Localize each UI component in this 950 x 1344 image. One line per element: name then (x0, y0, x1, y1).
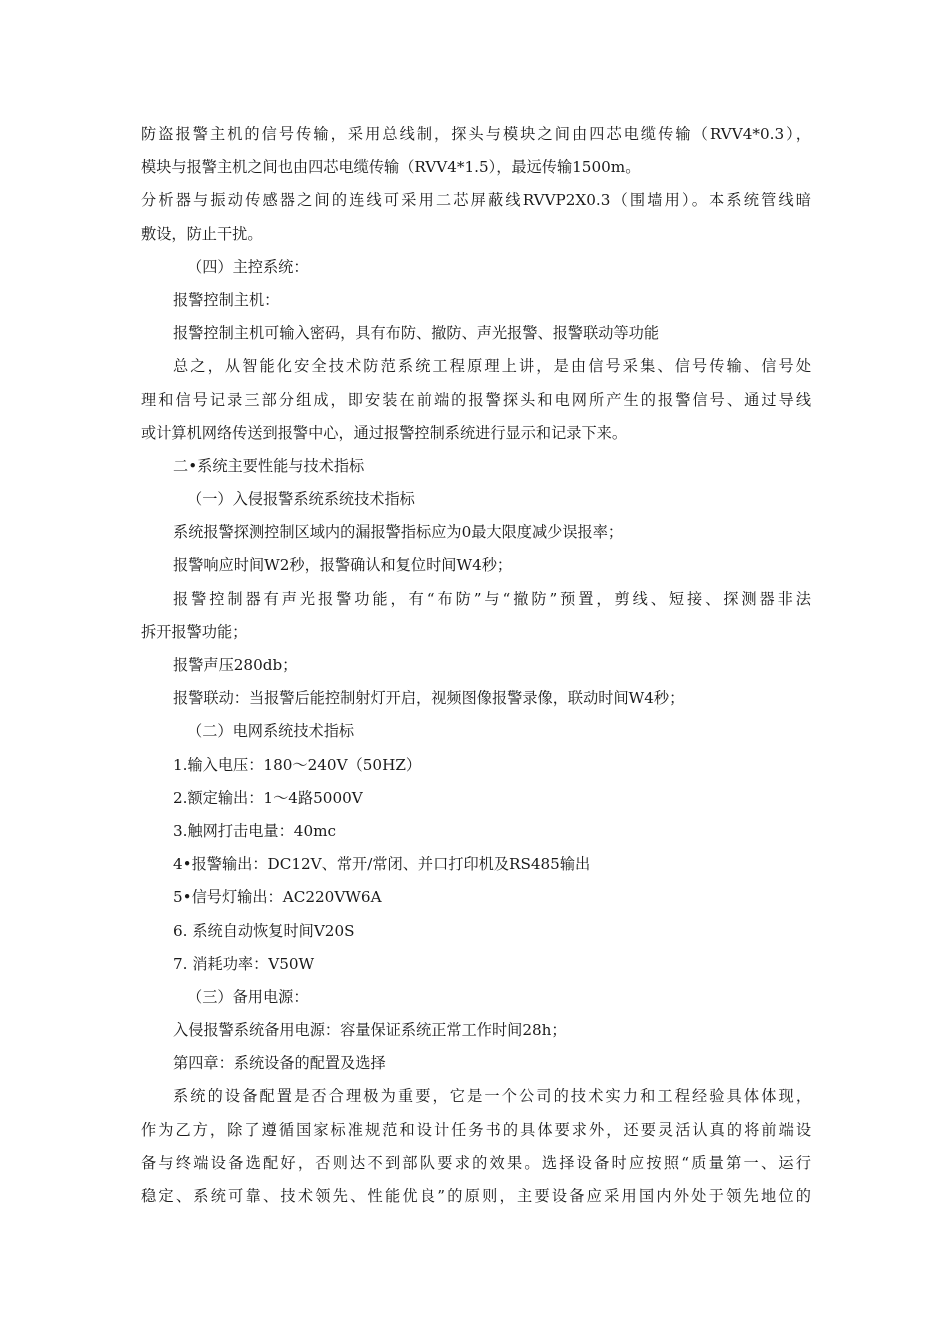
section-heading: 二•系统主要性能与技术指标 (173, 456, 365, 475)
text-line: 敷设，防止干扰。 (141, 224, 263, 243)
text-line: 或计算机网络传送到报警中心，通过报警控制系统进行显示和记录下来。 (141, 423, 627, 442)
document-body (141, 118, 811, 1213)
text-line: 总之，从智能化安全技术防范系统工程原理上讲，是由信号采集、信号传输、信号处 (173, 357, 811, 376)
text-line: 拆开报警功能； (141, 622, 248, 641)
text-line: 系统报警探测控制区域内的漏报警指标应为0最大限度减少误报率； (173, 523, 624, 542)
section-heading: （一）入侵报警系统系统技术指标 (187, 490, 415, 509)
text-line: 报警响应时间W2秒，报警确认和复位时间W4秒； (173, 556, 513, 575)
text-line: 报警控制主机： (173, 290, 280, 309)
list-item: 3.触网打击电量：40mc (173, 821, 337, 840)
text-line: 防盗报警主机的信号传输，采用总线制，探头与模块之间由四芯电缆传输（RVV4*0.3）， (141, 125, 811, 143)
text-line: 入侵报警系统备用电源：容量保证系统正常工作时间28h； (173, 1021, 567, 1040)
text-line: 报警控制主机可输入密码，具有布防、撤防、声光报警、报警联动等功能 (173, 324, 659, 343)
list-item: 5•信号灯输出：AC220VW6A (173, 888, 382, 907)
chapter-heading: 第四章：系统设备的配置及选择 (173, 1054, 386, 1073)
text-line: 作为乙方，除了遵循国家标准规范和设计任务书的具体要求外，还要灵活认真的将前端设 (141, 1120, 811, 1139)
text-line: 报警声压280db； (173, 656, 298, 674)
list-item: 4•报警输出：DC12V、常开/常闭、并口打印机及RS485输出 (173, 855, 591, 874)
section-heading: （三）备用电源： (187, 987, 309, 1006)
text-line: 稳定、系统可靠、技术领先、性能优良”的原则，主要设备应采用国内外处于领先地位的 (141, 1187, 811, 1205)
list-item: 7. 消耗功率：V50W (173, 954, 315, 973)
text-line: 备与终端设备选配好，否则达不到部队要求的效果。选择设备时应按照“质量第一、运行 (141, 1153, 811, 1172)
list-item: 1.输入电压：180〜240V（50HZ） (173, 755, 422, 774)
text-line: 报警控制器有声光报警功能，有“布防”与“撤防”预置，剪线、短接、探测器非法 (173, 589, 811, 608)
text-line: 理和信号记录三部分组成，即安装在前端的报警探头和电网所产生的报警信号、通过导线 (141, 390, 811, 409)
list-item: 6. 系统自动恢复时间V20S (173, 921, 355, 940)
text-line: 报警联动：当报警后能控制射灯开启，视频图像报警录像，联动时间W4秒； (173, 689, 685, 708)
text-line: 模块与报警主机之间也由四芯电缆传输（RVV4*1.5），最远传输1500m。 (141, 158, 641, 177)
section-heading: （四）主控系统： (187, 257, 309, 276)
section-heading: （二）电网系统技术指标 (187, 722, 355, 741)
text-line: 分析器与振动传感器之间的连线可采用二芯屏蔽线RVVP2X0.3（围墙用）。本系统管线暗 (141, 191, 811, 210)
text-line: 系统的设备配置是否合理极为重要，它是一个公司的技术实力和工程经验具体体现， (173, 1087, 811, 1106)
list-item: 2.额定输出：1〜4路5000V (173, 788, 363, 807)
